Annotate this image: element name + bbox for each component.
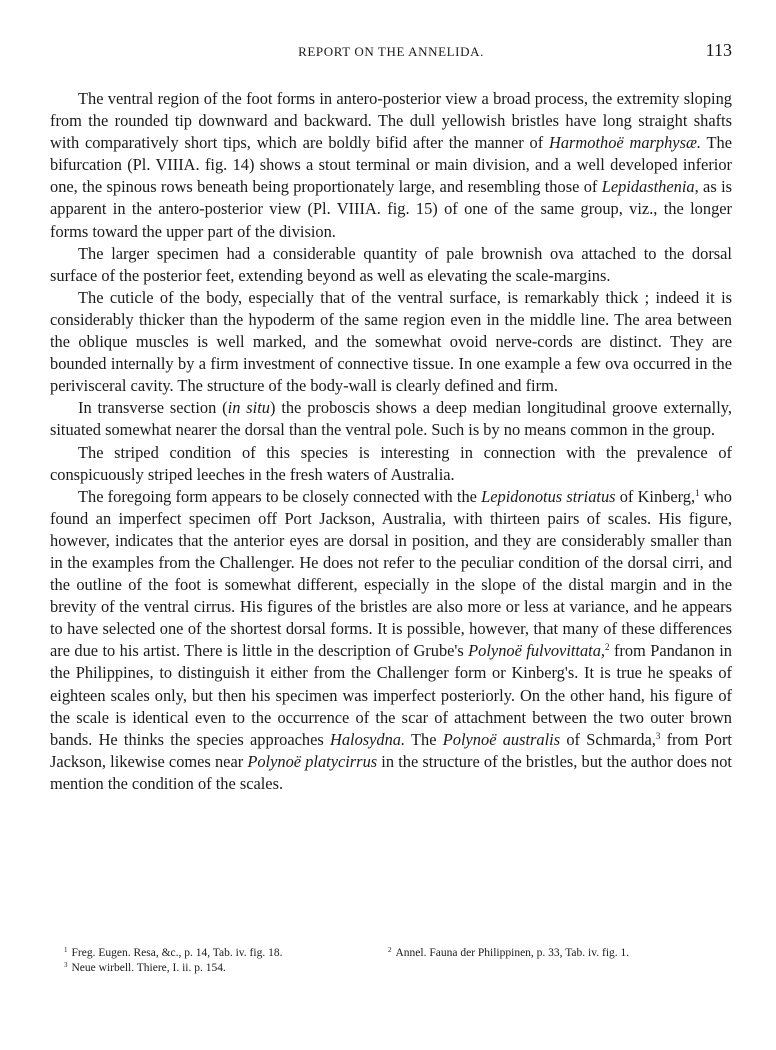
italic-term: Halosydna. <box>329 729 406 749</box>
text-run: of Kinberg, <box>615 486 696 506</box>
italic-term: in situ <box>227 398 270 418</box>
text-run: The larger specimen had a considerable quantity of pale brownish ova attached to the dorsal surface of the posterior feet, extending beyond as well as elevating the scale-margins. <box>50 243 732 285</box>
page-number: 113 <box>705 40 732 60</box>
italic-term: Lepidasthenia <box>601 177 695 197</box>
text-run: from Port Jackson, likewise comes near <box>50 729 732 771</box>
body-text <box>50 88 732 795</box>
text-run: ) the proboscis shows a deep median longitudinal groove externally, situated somewhat nearer the dorsal than the ventral pole. Such is by no means common in the group. <box>50 398 732 440</box>
page-header <box>50 40 732 64</box>
text-run: The bifurcation (Pl. VIIIA. fig. 14) shows a stout terminal or main division, and a well developed inferior one, the spinous rows beneath being proportionately large, and resembling those of <box>50 133 732 197</box>
italic-term: Polynoë platycirrus <box>247 751 378 771</box>
paragraph <box>50 486 732 795</box>
footnote <box>388 946 629 961</box>
italic-term: Lepidonotus striatus <box>481 486 616 506</box>
footnote-reference: 2 <box>605 642 610 653</box>
paragraph <box>50 88 732 243</box>
italic-term: Polynoë fulvovittata, <box>468 641 606 661</box>
paragraph <box>50 397 732 441</box>
running-title: REPORT ON THE ANNELIDA. <box>298 44 484 59</box>
footnote-text: Freg. Eugen. Resa, &c., p. 14, Tab. iv. fig. 18. <box>71 947 283 959</box>
text-run: The striped condition of this species is interesting in connection with the prevalence of conspicuously striped leeches in the fresh waters of Australia. <box>50 442 732 484</box>
text-run: In transverse section ( <box>78 398 228 418</box>
text-run: The <box>405 729 443 749</box>
text-run: of Schmarda, <box>560 729 656 749</box>
footnote-mark: 3 <box>64 961 68 969</box>
footnotes <box>64 946 744 976</box>
italic-term: Harmothoë marphysæ. <box>549 133 701 153</box>
italic-term: Polynoë australis <box>442 729 561 749</box>
paragraph <box>50 287 732 397</box>
footnote-reference: 1 <box>695 487 700 498</box>
text-run: The foregoing form appears to be closely connected with the <box>78 486 482 506</box>
paragraph <box>50 243 732 287</box>
text-run: , as is apparent in the antero-posterior view (Pl. VIIIA. fig. 15) of one of the same group, viz., the longer forms toward the upper part of the division. <box>50 177 732 241</box>
paragraph <box>50 442 732 486</box>
text-run: in the structure of the bristles, but the author does not mention the condition of the scales. <box>50 751 732 793</box>
footnote-mark: 1 <box>64 946 68 954</box>
text-run: The cuticle of the body, especially that of the ventral surface, is remarkably thick ; indeed it is considerably thicker than the hypoderm of the same region even in the middle line. The area between the oblique muscles is well marked, and the somewhat ovoid nerve-cords are distinct. They are bounded internally by a firm investment of connective tissue. In one example a few ova occurred in the perivisceral cavity. The structure of the body-wall is clearly defined and firm. <box>50 287 732 396</box>
text-run: from Pandanon in the Philippines, to distinguish it either from the Challenger form or Kinberg's. It is true he speaks of eighteen scales only, but then his specimen was imperfect posteriorly. On the other hand, his figure of the scale is identical even to the occurrence of the scar of attachment between the two outer brown bands. He thinks the species approaches <box>50 641 733 749</box>
footnote-reference: 3 <box>655 730 661 741</box>
footnote-text: Neue wirbell. Thiere, I. ii. p. 154. <box>71 962 226 974</box>
footnote-text: Annel. Fauna der Philippinen, p. 33, Tab. iv. fig. 1. <box>395 947 630 959</box>
text-run: The ventral region of the foot forms in antero-posterior view a broad process, the extremity sloping from the rounded tip downward and backward. The dull yellowish bristles have long straight shafts with comparatively short tips, which are boldly bifid after the manner of <box>50 89 732 153</box>
footnote-mark: 2 <box>388 946 392 954</box>
text-run: who found an imperfect specimen off Port Jackson, Australia, with thirteen pairs of scales. His figure, however, indicates that the anterior eyes are dorsal in position, and they are considerably smaller than in the examples from the Challenger. He does not refer to the peculiar condition of the dorsal cirri, and the outline of the foot is somewhat different, especially in the slope of the distal margin and in the brevity of the ventral cirrus. His figures of the bristles are also more or less at variance, and he appears to have selected one of the shortest dorsal forms. It is possible, however, that many of these differences are due to his artist. There is little in the description of Grube's <box>50 486 732 661</box>
footnote <box>64 961 388 976</box>
footnote <box>64 946 388 961</box>
